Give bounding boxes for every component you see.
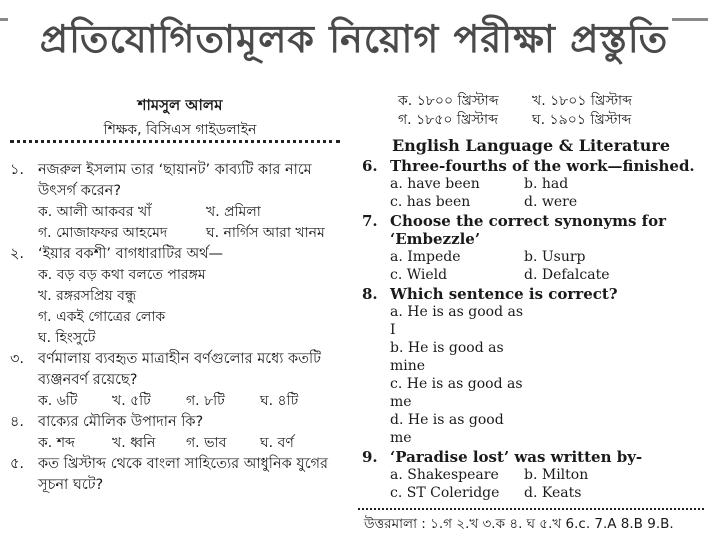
question-number: ২. (10, 246, 25, 262)
question-text: ‘Paradise lost’ was written by- (390, 448, 643, 466)
dotted-divider (10, 140, 340, 143)
option: ঘ. ১৯০১ খ্রিস্টাব্দ (532, 112, 632, 128)
right-column (358, 92, 704, 534)
question-text: বর্ণমালায় ব্যবহৃত মাত্রাহীন বর্ণগুলোর মধ্যে কতটি ব্যঞ্জনবর্ণ রয়েছে? (38, 351, 322, 388)
option: c. He is as good as me (390, 376, 523, 410)
question-text: ‘ইয়ার বকশী’ বাগধারাটির অর্থ— (38, 246, 224, 262)
option-row (358, 466, 704, 484)
option: ঘ. হিংসুটে (38, 330, 96, 346)
option: ক. শব্দ (38, 435, 75, 451)
answer-key: উত্তরমালা : ১.গ ২.খ ৩.ক ৪. ঘ ৫.খ 6.c. 7.A 8.B 9.B. (364, 516, 674, 532)
option: গ. মোজাফফর আহমেদ (38, 225, 168, 241)
option-row (0, 391, 352, 412)
question-2 (0, 244, 352, 265)
question-8 (358, 285, 704, 303)
option: b. Milton (524, 467, 589, 483)
page-title: প্রতিযোগিতামূলক নিয়োগ পরীক্ষা প্রস্তুতি (39, 17, 669, 61)
option: গ. ১৮৫০ খ্রিস্টাব্দ (398, 112, 498, 128)
option-row (0, 307, 352, 328)
question-7 (358, 212, 704, 248)
question-number: 6. (362, 157, 378, 175)
option-row (0, 286, 352, 307)
option: খ. ধ্বনি (112, 435, 156, 451)
option: b. Usurp (524, 249, 586, 265)
option: গ. ভাব (186, 435, 227, 451)
option: b. He is good as mine (390, 340, 504, 374)
question-text: বাক্যের মৌলিক উপাদান কি? (38, 414, 204, 430)
option: a. Impede (390, 249, 461, 265)
option: b. had (524, 176, 569, 192)
q5-options (358, 92, 704, 130)
option-row (0, 223, 352, 244)
option-row (358, 484, 704, 502)
question-text: নজরুল ইসলাম তার ‘ছায়ানট’ কাব্যটি কার নামে উৎসর্গ করেন? (38, 162, 312, 199)
option-row (358, 248, 704, 266)
option-row (358, 375, 704, 411)
option-row (358, 266, 704, 284)
option: c. has been (390, 194, 471, 210)
option: c. Wield (390, 267, 448, 283)
question-number: ১. (10, 162, 25, 178)
option: খ. ১৮০১ খ্রিস্টাব্দ (532, 93, 632, 109)
option: খ. রঙ্গরসপ্রিয় বন্ধু (38, 288, 137, 304)
option-row (0, 202, 352, 223)
option: c. ST Coleridge (390, 485, 500, 501)
author-role: শিক্ষক, বিসিএস গাইডলাইন (103, 122, 257, 138)
option: গ. একই গোত্রের লোক (38, 309, 166, 325)
option: ঘ. ৪টি (260, 393, 299, 409)
question-number: ৪. (10, 414, 25, 430)
option: ঘ. বর্ণ (260, 435, 294, 451)
question-6 (358, 157, 704, 175)
question-3 (0, 349, 352, 391)
option: a. Shakespeare (390, 467, 499, 483)
question-9 (358, 448, 704, 466)
question-number: 8. (362, 285, 378, 303)
option: d. Defalcate (524, 267, 610, 283)
question-number: ৩. (10, 351, 25, 367)
option-row (358, 339, 704, 375)
option: খ. প্রমিলা (206, 204, 261, 220)
option: a. He is as good as I (390, 304, 524, 338)
question-4 (0, 412, 352, 433)
option: ঘ. নার্গিস আরা খানম (206, 225, 325, 241)
option: গ. ৮টি (186, 393, 225, 409)
author-name: শামসুল আলম (137, 96, 223, 114)
option-row (358, 175, 704, 193)
option-row (0, 328, 352, 349)
option: ক. আলী আকবর খাঁ (38, 204, 152, 220)
option-row (0, 265, 352, 286)
option: a. have been (390, 176, 480, 192)
question-number: ৫. (10, 456, 25, 472)
option-row (0, 433, 352, 454)
question-text: কত খ্রিস্টাব্দ থেকে বাংলা সাহিত্যের আধুনিক যুগের সূচনা ঘটে? (38, 456, 329, 493)
option-row (398, 92, 704, 111)
option-row (398, 111, 704, 130)
question-text: Three-fourths of the work—finished. (390, 157, 695, 175)
option: ক. ৬টি (38, 393, 78, 409)
bangla-questions (0, 160, 352, 496)
english-questions (358, 157, 704, 502)
english-section-heading: English Language & Literature (391, 136, 671, 155)
question-number: 7. (362, 212, 378, 230)
option: d. were (524, 194, 578, 210)
question-5 (0, 454, 352, 496)
option-row (358, 303, 704, 339)
option-row (358, 411, 704, 447)
question-text: Which sentence is correct? (390, 285, 618, 303)
option-row (358, 193, 704, 211)
option: খ. ৫টি (112, 393, 151, 409)
option: ক. ১৮০০ খ্রিস্টাব্দ (398, 93, 499, 109)
option: d. He is as good me (390, 412, 504, 446)
question-text: Choose the correct synonyms for ‘Embezzle’ (390, 212, 667, 248)
question-1 (0, 160, 352, 202)
answer-divider (358, 508, 704, 510)
option: d. Keats (524, 485, 582, 501)
question-number: 9. (362, 448, 378, 466)
option: ক. বড় বড় কথা বলতে পারঙ্গম (38, 267, 206, 283)
